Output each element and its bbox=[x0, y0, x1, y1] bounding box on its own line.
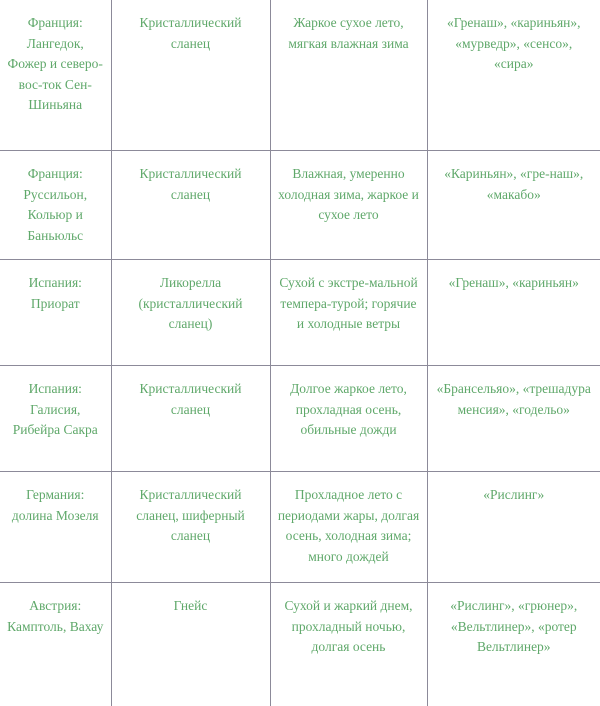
cell-soil: Ликорелла (кристаллический сланец) bbox=[111, 260, 270, 366]
cell-soil: Кристаллический сланец bbox=[111, 366, 270, 472]
table-row bbox=[0, 0, 600, 151]
cell-climate: Сухой с экстре-мальной темпера-турой; горячие и холодные ветры bbox=[270, 260, 427, 366]
cell-climate: Влажная, умеренно холодная зима, жаркое и сухое лето bbox=[270, 151, 427, 260]
table-row bbox=[0, 260, 600, 366]
cell-climate: Жаркое сухое лето, мягкая влажная зима bbox=[270, 0, 427, 151]
cell-grapes: «Рислинг» bbox=[427, 472, 600, 583]
cell-soil: Кристаллический сланец, шиферный сланец bbox=[111, 472, 270, 583]
cell-climate: Долгое жаркое лето, прохладная осень, обильные дожди bbox=[270, 366, 427, 472]
cell-soil: Кристаллический сланец bbox=[111, 151, 270, 260]
cell-region: Франция: Руссильон, Кольюр и Баньюльс bbox=[0, 151, 111, 260]
cell-grapes: «Брансельяо», «трешадура менсия», «годельо» bbox=[427, 366, 600, 472]
cell-climate: Прохладное лето с периодами жары, долгая осень, холодная зима; много дождей bbox=[270, 472, 427, 583]
table-row bbox=[0, 366, 600, 472]
cell-grapes: «Гренаш», «кариньян», «мурведр», «сенсо», «сира» bbox=[427, 0, 600, 151]
cell-region: Испания: Приорат bbox=[0, 260, 111, 366]
cell-soil: Кристаллический сланец bbox=[111, 0, 270, 151]
cell-grapes: «Кариньян», «гре-наш», «макабо» bbox=[427, 151, 600, 260]
cell-grapes: «Рислинг», «грюнер», «Вельтлинер», «ротер Вельтлинер» bbox=[427, 583, 600, 706]
table-row bbox=[0, 151, 600, 260]
cell-region: Франция: Лангедок, Фожер и северо-вос-ток Сен-Шиньяна bbox=[0, 0, 111, 151]
cell-region: Испания: Галисия, Рибейра Сакра bbox=[0, 366, 111, 472]
cell-grapes: «Гренаш», «кариньян» bbox=[427, 260, 600, 366]
table-row bbox=[0, 472, 600, 583]
cell-soil: Гнейс bbox=[111, 583, 270, 706]
cell-climate: Сухой и жаркий днем, прохладный ночью, долгая осень bbox=[270, 583, 427, 706]
table-row bbox=[0, 583, 600, 706]
cell-region: Австрия: Камптоль, Вахау bbox=[0, 583, 111, 706]
cell-region: Германия: долина Мозеля bbox=[0, 472, 111, 583]
